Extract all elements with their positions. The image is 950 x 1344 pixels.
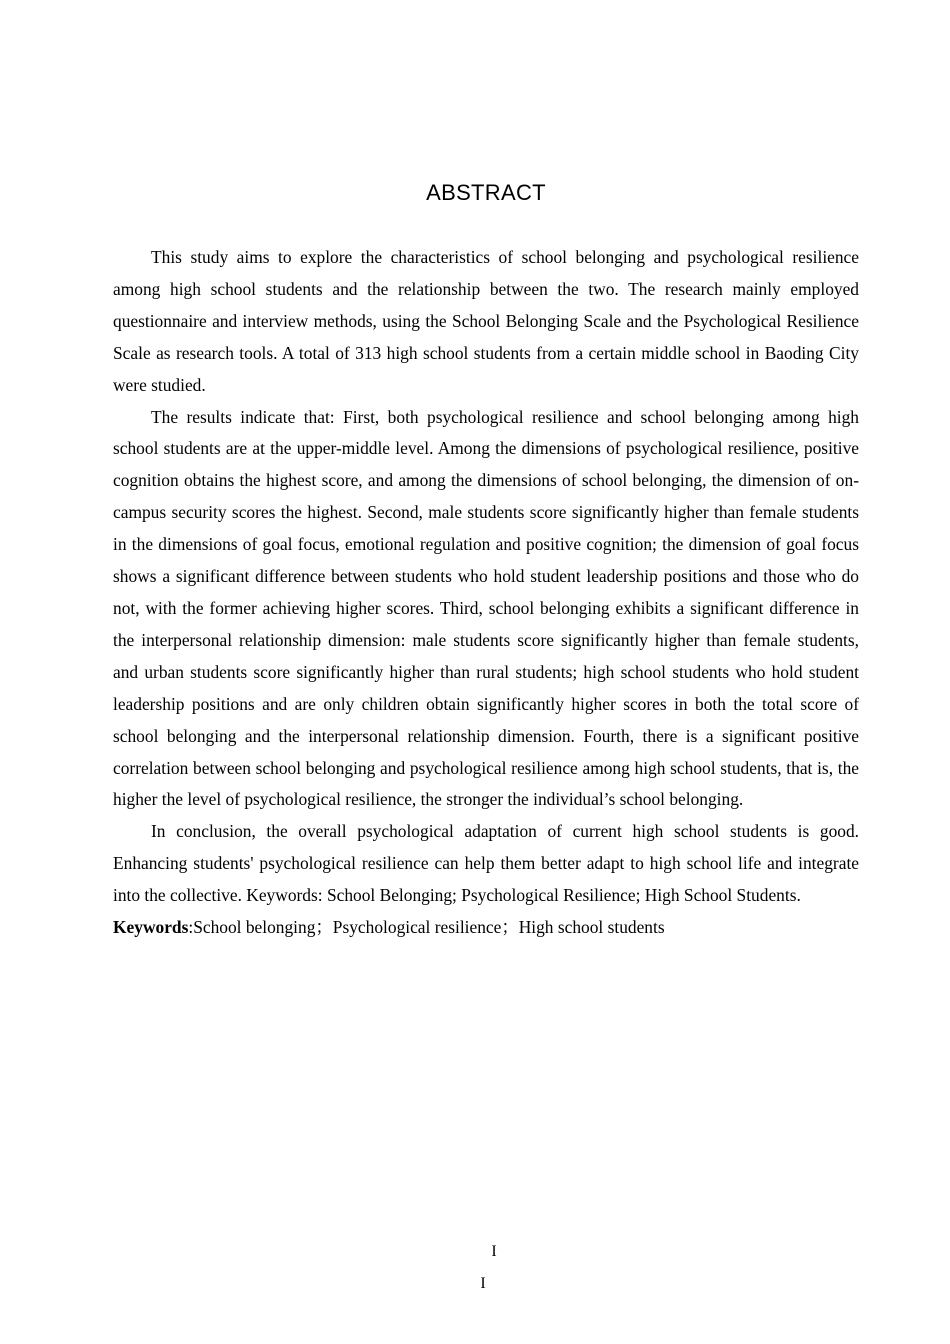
page-number-secondary: I bbox=[480, 1275, 486, 1292]
keywords-text: :School belonging；Psychological resilience；High school students bbox=[188, 917, 665, 938]
keywords-line bbox=[113, 912, 859, 944]
abstract-body bbox=[113, 242, 859, 944]
abstract-paragraph-2: The results indicate that: First, both psychological resilience and school belonging among high school students are at the upper-middle level. Among the dimensions of psychological resilience, positive cognition obtains the highest score, and among the dimensions of school belonging, the dimension of on-campus security scores the highest. Second, male students score significantly higher than female students in the dimensions of goal focus, emotional regulation and positive cognition; the dimension of goal focus shows a significant difference between students who hold student leadership positions and those who do not, with the former achieving higher scores. Third, school belonging exhibits a significant difference in the interpersonal relationship dimension: male students score significantly higher than female students, and urban students score significantly higher than rural students; high school students who hold student leadership positions and are only children obtain significantly higher scores in both the total score of school belonging and the interpersonal relationship dimension. Fourth, there is a significant positive correlation between school belonging and psychological resilience among high school students, that is, the higher the level of psychological resilience, the stronger the individual’s school belonging. bbox=[113, 406, 859, 810]
keywords-label: Keywords bbox=[113, 917, 189, 938]
abstract-paragraph-1: This study aims to explore the characteristics of school belonging and psychological resilience among high school students and the relationship between the two. The research mainly employed questionnaire and interview methods, using the School Belonging Scale and the Psychological Resilience Scale as research tools. A total of 313 high school students from a certain middle school in Baoding City were studied. bbox=[113, 247, 859, 395]
page-number: I bbox=[491, 1243, 497, 1260]
abstract-paragraph-3: In conclusion, the overall psychological adaptation of current high school students is good. Enhancing students' psychological resilience can help them better adapt to high school life and integrate into the collective. Keywords: School Belonging; Psychological Resilience; High School Students. bbox=[113, 821, 859, 906]
abstract-title: ABSTRACT bbox=[426, 180, 546, 205]
